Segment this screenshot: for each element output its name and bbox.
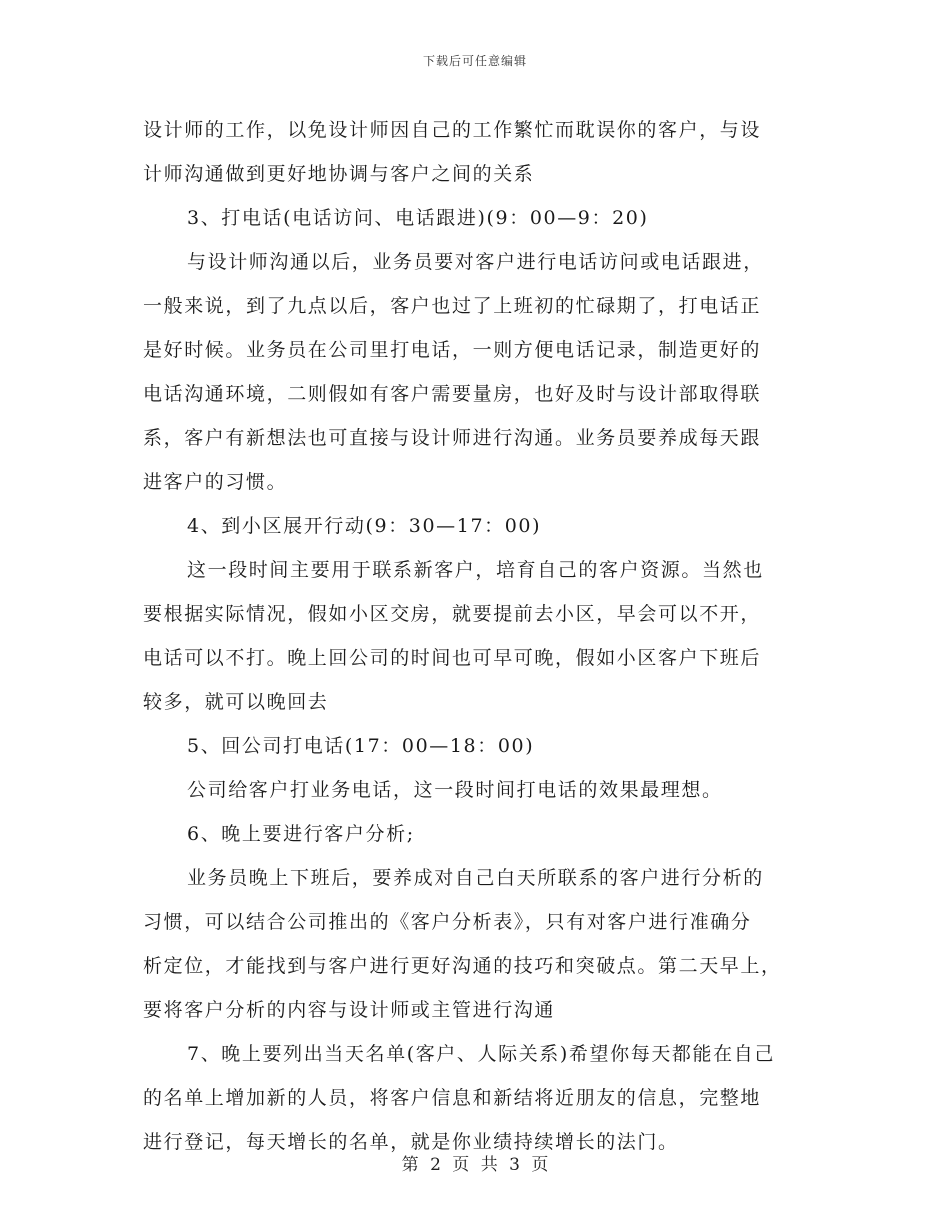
text-line: 进行登记，每天增长的名单，就是你业绩持续增长的法门。: [143, 1131, 679, 1153]
text-line: 析定位，才能找到与客户进行更好沟通的技巧和突破点。第二天早上，: [143, 955, 782, 977]
page-header-note: 下载后可任意编辑: [422, 54, 527, 68]
text-line: 计师沟通做到更好地协调与客户之间的关系: [143, 163, 535, 185]
text-line: 5、回公司打电话(17：00—18：00): [187, 735, 535, 757]
text-line: 7、晚上要列出当天名单(客户、人际关系)希望你每天都能在自己: [187, 1043, 775, 1065]
text-line: 一般来说，到了九点以后，客户也过了上班初的忙碌期了，打电话正: [143, 295, 762, 317]
text-line: 的名单上增加新的人员，将客户信息和新结将近朋友的信息，完整地: [143, 1087, 762, 1109]
text-line: 要将客户分析的内容与设计师或主管进行沟通: [143, 999, 556, 1021]
text-line: 6、晚上要进行客户分析;: [187, 823, 415, 845]
text-line: 4、到小区展开行动(9：30—17：00): [187, 515, 542, 537]
text-line: 这一段时间主要用于联系新客户，培育自己的客户资源。当然也: [187, 559, 764, 581]
text-line: 较多，就可以晚回去: [143, 691, 329, 713]
text-line: 是好时候。业务员在公司里打电话，一则方便电话记录，制造更好的: [143, 339, 762, 361]
text-line: 电话沟通环境，二则假如有客户需要量房，也好及时与设计部取得联: [143, 383, 762, 405]
text-line: 习惯，可以结合公司推出的《客户分析表》，只有对客户进行准确分: [143, 911, 752, 933]
text-line: 3、打电话(电话访问、电话跟进)(9：00—9：20): [187, 207, 649, 229]
document-body: [143, 108, 811, 1164]
text-line: 业务员晚上下班后，要养成对自己白天所联系的客户进行分析的: [187, 867, 764, 889]
text-line: 要根据实际情况，假如小区交房，就要提前去小区，早会可以不开，: [143, 603, 762, 625]
text-line: 设计师的工作，以免设计师因自己的工作繁忙而耽误你的客户，与设: [143, 119, 762, 141]
text-line: 系，客户有新想法也可直接与设计师进行沟通。业务员要养成每天跟: [143, 427, 762, 449]
text-line: 与设计师沟通以后，业务员要对客户进行电话访问或电话跟进，: [187, 251, 764, 273]
text-line: 进客户的习惯。: [143, 471, 288, 493]
page-number: 第 2 页 共 3 页: [401, 1155, 549, 1175]
text-line: 电话可以不打。晚上回公司的时间也可早可晚，假如小区客户下班后: [143, 647, 762, 669]
text-line: 公司给客户打业务电话，这一段时间打电话的效果最理想。: [187, 779, 723, 801]
